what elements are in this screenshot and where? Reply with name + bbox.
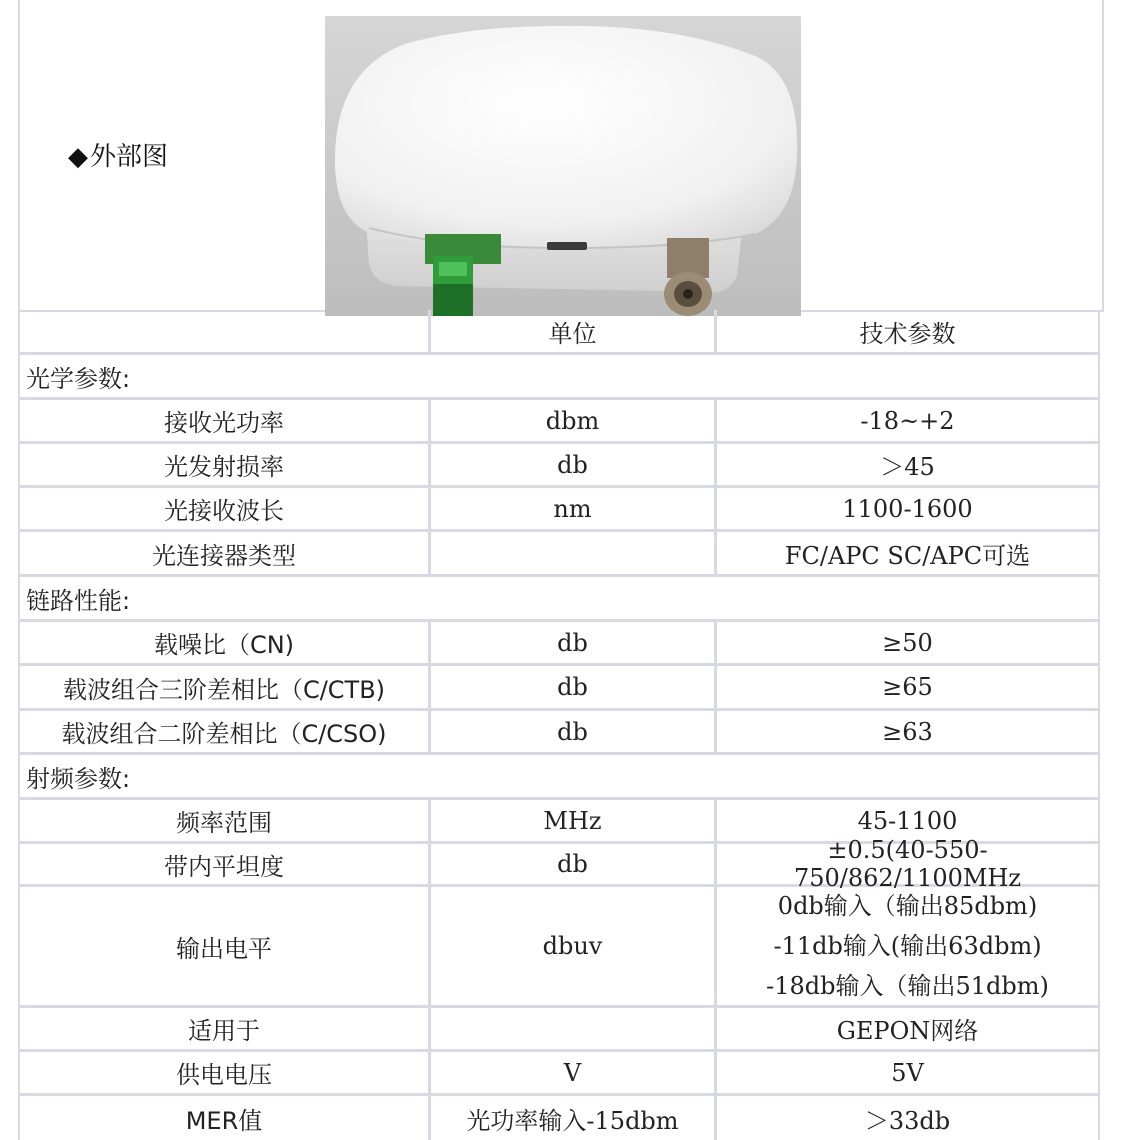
optical-receiver-device-image [325, 16, 801, 316]
table-header-row [18, 310, 1100, 355]
param-unit [431, 1008, 717, 1049]
param-name: 适用于 [20, 1008, 431, 1049]
table-row [18, 1052, 1100, 1096]
param-value: ≥50 [882, 628, 933, 657]
param-unit: db [431, 844, 717, 884]
table-row [18, 532, 1100, 577]
section-optical-row [18, 355, 1100, 400]
param-value: FC/APC SC/APC可选 [784, 541, 1031, 570]
param-name: 光连接器类型 [20, 532, 431, 574]
header-name-cell [20, 310, 431, 352]
section-link-title: 链路性能: [26, 586, 131, 615]
param-name: 载噪比（CN) [20, 622, 431, 663]
param-name: 频率范围 [20, 800, 431, 841]
param-value: 1100-1600 [842, 494, 973, 523]
param-unit: dbm [431, 400, 717, 441]
table-row [18, 444, 1100, 488]
param-name: 载波组合三阶差相比（C/CTB) [20, 666, 431, 708]
param-unit [431, 532, 717, 574]
exterior-label [68, 136, 168, 173]
table-row [18, 1008, 1100, 1052]
section-optical-title: 光学参数: [26, 364, 131, 393]
param-value: ≥63 [882, 717, 933, 746]
value-line: -18db输入（输出51dbm) [766, 972, 1049, 1000]
param-name: 光接收波长 [20, 488, 431, 529]
param-value: -18~+2 [860, 406, 955, 435]
product-photo [325, 16, 801, 316]
header-spec: 技术参数 [859, 319, 956, 348]
table-row [18, 836, 1100, 892]
param-value: ＞45 [880, 453, 935, 481]
param-name: 输出电平 [20, 887, 431, 1005]
param-name: 载波组合二阶差相比（C/CSO) [20, 711, 431, 752]
param-unit: MHz [431, 800, 717, 841]
table-row [18, 666, 1100, 711]
param-name: 光发射损率 [20, 444, 431, 485]
param-unit: db [431, 444, 717, 485]
section-rf-row [18, 755, 1100, 800]
param-name: 供电电压 [20, 1052, 431, 1093]
param-unit: nm [431, 488, 717, 529]
param-unit: 光功率输入-15dbm [431, 1096, 717, 1140]
param-value: ±0.5(40-550-750/862/1100MHz [793, 836, 1021, 892]
value-line: 0db输入（输出85dbm) [777, 892, 1038, 920]
table-row [18, 400, 1100, 444]
section-link-row [18, 577, 1100, 622]
table-row [18, 622, 1100, 666]
table-row [18, 711, 1100, 755]
param-value: ＞33db [864, 1106, 951, 1135]
param-unit: V [431, 1052, 717, 1093]
param-unit: dbuv [431, 887, 717, 1005]
param-name: 带内平坦度 [20, 844, 431, 884]
param-unit: db [431, 711, 717, 752]
param-unit: db [431, 622, 717, 663]
param-value: ≥65 [882, 673, 933, 701]
exterior-label-text: 外部图 [90, 142, 169, 172]
spec-sheet [18, 0, 1102, 1135]
table-row [18, 1096, 1100, 1140]
table-row [18, 887, 1100, 1008]
param-unit: db [431, 666, 717, 708]
param-value: 5V [891, 1058, 924, 1087]
param-name: 接收光功率 [20, 400, 431, 441]
param-value-multiline [717, 887, 1098, 1005]
value-line: -11db输入(输出63dbm) [773, 932, 1042, 960]
table-row [18, 488, 1100, 532]
param-name: MER值 [20, 1096, 431, 1140]
section-rf-title: 射频参数: [26, 764, 131, 793]
diamond-bullet-icon: ◆ [68, 142, 88, 172]
header-unit: 单位 [431, 310, 717, 352]
exterior-section [18, 0, 1104, 312]
param-value: 45-1100 [857, 806, 958, 835]
param-value: GEPON网络 [836, 1017, 979, 1045]
